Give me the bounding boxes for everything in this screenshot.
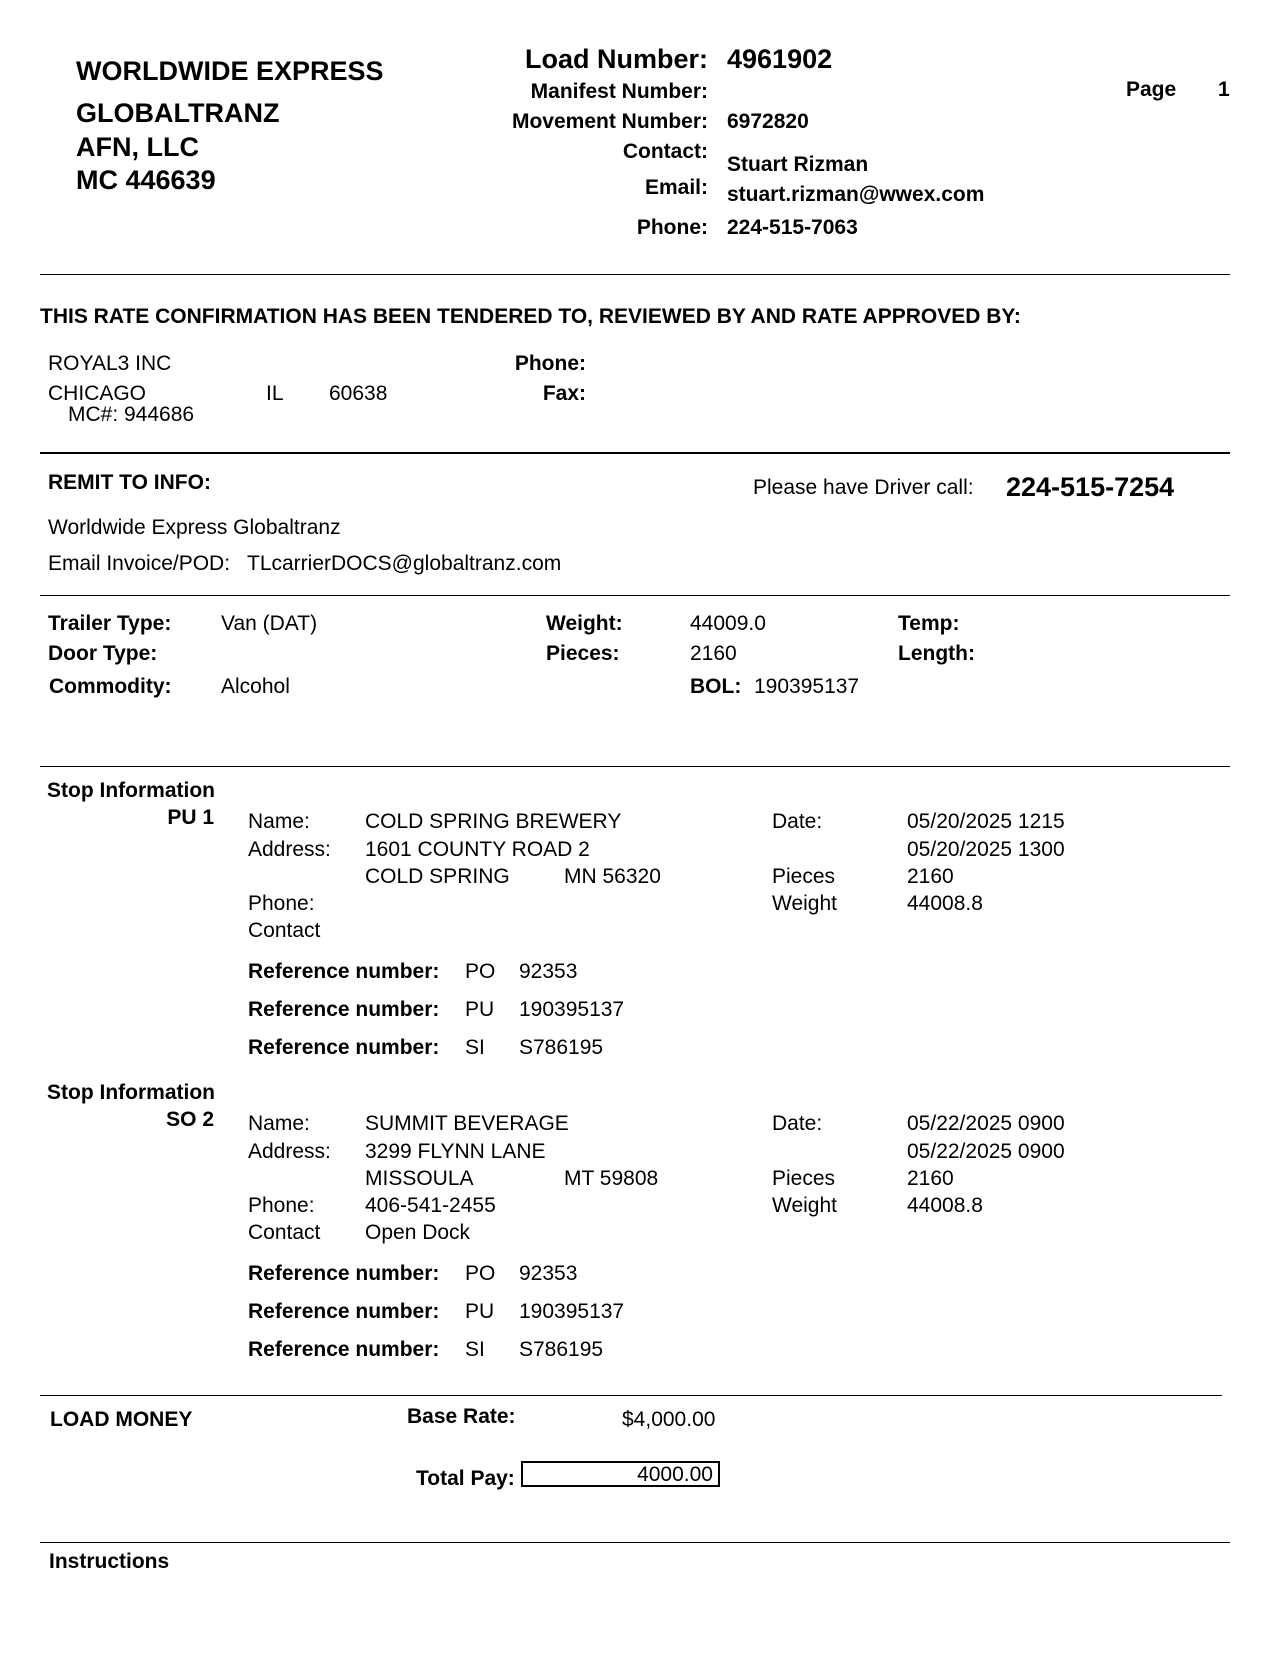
reference-type: PU (465, 998, 495, 1021)
carrier-city: CHICAGO (48, 382, 147, 405)
stop-name-label: Name: (248, 1112, 310, 1135)
total-pay: 4000.00 (637, 1463, 713, 1486)
stop-pieces: 2160 (907, 865, 954, 888)
reference-label: Reference number: (248, 1300, 440, 1323)
base-rate: $4,000.00 (622, 1408, 716, 1431)
stop-name: SUMMIT BEVERAGE (365, 1112, 569, 1135)
stop-date-label: Date: (772, 1112, 823, 1135)
stop-state-zip: MN 56320 (564, 865, 661, 888)
stop-pieces: 2160 (907, 1167, 954, 1190)
reference-value: 190395137 (519, 998, 625, 1021)
page-number: 1 (1218, 78, 1230, 101)
driver-call-phone: 224-515-7254 (1006, 472, 1175, 502)
stop-phone-label: Phone: (248, 892, 315, 915)
stop-city: MISSOULA (365, 1167, 474, 1190)
movement-number-label: Movement Number: (511, 110, 708, 133)
temp-label: Temp: (898, 612, 960, 635)
stop-contact-label: Contact (248, 1221, 321, 1244)
carrier-fax-label: Fax: (542, 382, 586, 405)
stop-address: 1601 COUNTY ROAD 2 (365, 838, 590, 861)
reference-label: Reference number: (248, 960, 440, 983)
stop-address-label: Address: (248, 838, 331, 861)
total-pay-box (521, 1461, 720, 1487)
stop-name: COLD SPRING BREWERY (365, 810, 622, 833)
stop-code: SO 2 (166, 1108, 214, 1131)
stop-date-start: 05/20/2025 1215 (907, 810, 1065, 833)
divider (40, 595, 1230, 596)
email-label: Email: (644, 176, 708, 199)
divider (40, 1395, 1222, 1396)
commodity: Alcohol (221, 675, 290, 698)
reference-label: Reference number: (248, 1338, 440, 1361)
company-name-line1: WORLDWIDE EXPRESS (76, 56, 384, 86)
carrier-state: IL (266, 382, 284, 405)
phone-label: Phone: (636, 216, 708, 239)
reference-value: 92353 (519, 1262, 578, 1285)
stop-state-zip: MT 59808 (564, 1167, 659, 1190)
reference-label: Reference number: (248, 998, 440, 1021)
remit-email[interactable]: TLcarrierDOCS@globaltranz.com (247, 552, 562, 575)
instructions-title: Instructions (49, 1550, 170, 1573)
stop-weight: 44008.8 (907, 892, 983, 915)
remit-email-label: Email Invoice/POD: (48, 552, 231, 575)
page-label: Page (1126, 78, 1177, 101)
manifest-number-label: Manifest Number: (530, 80, 708, 103)
reference-type: SI (465, 1036, 485, 1059)
remit-title: REMIT TO INFO: (48, 471, 211, 494)
carrier-zip: 60638 (329, 382, 388, 405)
carrier-phone-label: Phone: (514, 352, 586, 375)
reference-value: 92353 (519, 960, 578, 983)
company-name-line2: GLOBALTRANZ (76, 98, 280, 128)
pieces: 2160 (690, 642, 737, 665)
stop-weight-label: Weight (772, 892, 837, 915)
bol-label: BOL: (690, 675, 742, 698)
stop-pieces-label: Pieces (772, 1167, 836, 1190)
door-type-label: Door Type: (48, 642, 158, 665)
contact-name: Stuart Rizman (727, 153, 869, 176)
pieces-label: Pieces: (546, 642, 620, 665)
length-label: Length: (898, 642, 975, 665)
driver-call-label: Please have Driver call: (753, 476, 974, 499)
stop-date-start: 05/22/2025 0900 (907, 1112, 1065, 1135)
reference-label: Reference number: (248, 1036, 440, 1059)
stop-address: 3299 FLYNN LANE (365, 1140, 546, 1163)
load-number-label: Load Number: (524, 44, 708, 74)
commodity-label: Commodity: (49, 675, 172, 698)
stop-name-label: Name: (248, 810, 310, 833)
stop-pieces-label: Pieces (772, 865, 836, 888)
stop-phone: 406-541-2455 (365, 1194, 496, 1217)
load-number: 4961902 (727, 44, 833, 74)
reference-label: Reference number: (248, 1262, 440, 1285)
carrier-mc: MC#: 944686 (68, 403, 195, 426)
divider (40, 452, 1230, 454)
stop-code: PU 1 (167, 806, 214, 829)
company-mc-number: MC 446639 (76, 165, 216, 195)
stop-contact: Open Dock (365, 1221, 471, 1244)
stop-date-end: 05/22/2025 0900 (907, 1140, 1065, 1163)
trailer-type-label: Trailer Type: (48, 612, 172, 635)
divider (40, 1542, 1230, 1543)
load-money-title: LOAD MONEY (50, 1408, 193, 1431)
stop-date-label: Date: (772, 810, 823, 833)
stop-weight: 44008.8 (907, 1194, 983, 1217)
contact-email[interactable]: stuart.rizman@wwex.com (727, 183, 985, 206)
reference-value: S786195 (519, 1036, 604, 1059)
company-name-line3: AFN, LLC (76, 132, 199, 162)
reference-type: PO (465, 1262, 496, 1285)
stop-date-end: 05/20/2025 1300 (907, 838, 1065, 861)
stop-section-label: Stop Information (47, 779, 215, 802)
reference-value: S786195 (519, 1338, 604, 1361)
weight-label: Weight: (546, 612, 623, 635)
reference-type: PU (465, 1300, 495, 1323)
stop-weight-label: Weight (772, 1194, 837, 1217)
movement-number: 6972820 (727, 110, 809, 133)
stop-section-label: Stop Information (47, 1081, 215, 1104)
weight: 44009.0 (690, 612, 766, 635)
carrier-name: ROYAL3 INC (48, 352, 172, 375)
bol-number: 190395137 (754, 675, 860, 698)
total-pay-label: Total Pay: (416, 1467, 515, 1490)
contact-label: Contact: (622, 140, 708, 163)
reference-type: PO (465, 960, 496, 983)
contact-phone: 224-515-7063 (727, 216, 858, 239)
divider (40, 274, 1230, 275)
base-rate-label: Base Rate: (407, 1405, 516, 1428)
reference-type: SI (465, 1338, 485, 1361)
stop-contact-label: Contact (248, 919, 321, 942)
tender-title: THIS RATE CONFIRMATION HAS BEEN TENDERED TO, REVIEWED BY AND RATE APPROVED BY: (40, 305, 1021, 328)
reference-value: 190395137 (519, 1300, 625, 1323)
divider (40, 766, 1230, 767)
remit-name: Worldwide Express Globaltranz (48, 516, 341, 539)
stop-address-label: Address: (248, 1140, 331, 1163)
stop-city: COLD SPRING (365, 865, 510, 888)
trailer-type: Van (DAT) (221, 612, 318, 635)
stop-phone-label: Phone: (248, 1194, 315, 1217)
